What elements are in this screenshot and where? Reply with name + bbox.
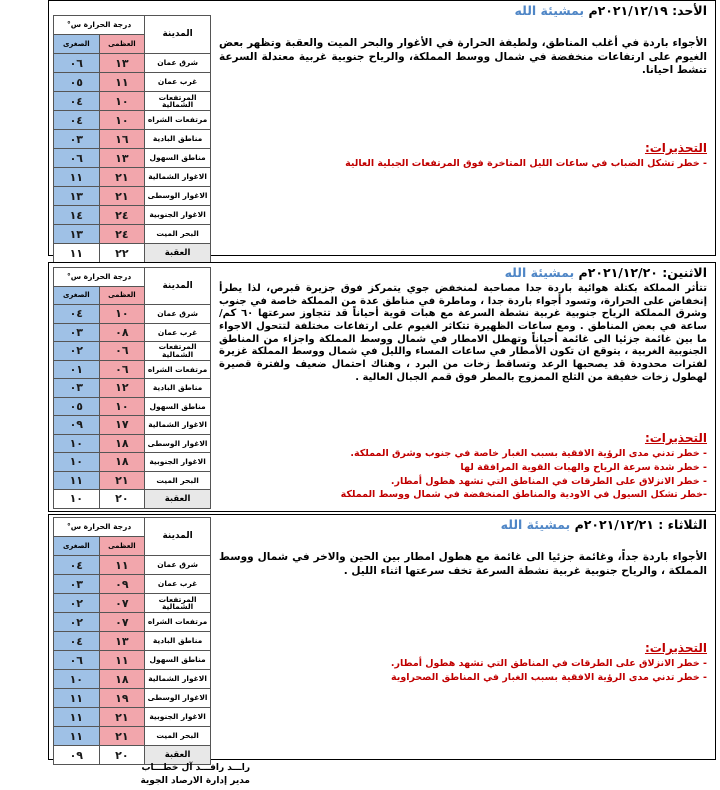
city-name: البحر الميت	[145, 471, 211, 490]
max-temp: ١١	[99, 73, 145, 92]
max-temp: ١٠	[99, 397, 145, 416]
table-row	[54, 651, 211, 670]
forecast-day-monday	[48, 262, 716, 512]
min-temp: ٠٦	[54, 149, 100, 168]
city-name: مناطق البادية	[145, 130, 211, 149]
table-row	[54, 305, 211, 324]
warning-item: - خطر شدة سرعة الرياح والهبات القوية المرافقة لها	[460, 461, 707, 473]
city-name: مناطق البادية	[145, 632, 211, 651]
min-temp: ١٠	[54, 490, 100, 509]
min-temp: ١١	[54, 244, 100, 263]
temperature-table	[53, 267, 211, 509]
max-temp: ١٩	[99, 689, 145, 708]
forecast-text: تتأثر المملكة بكتلة هوائية باردة جدا مصاحبة لمنخفض جوي يتمركز فوق جزيرة قبرص، لذا يطرأ إنخفاض على الحرارة، وتسود أجواء باردة جدا ، وماطرة في مناطق عدة من المملكة خاصة في جنوب وشرق المملكة الرياح جنوبية غربية نشطة السرعة مع هبات قوية أحياناً قد تتجاوز سرعتها ٦٠ كم/ساعة في بعض المناطق . ومع ساعات الظهيرة تتكاثر الغيوم على ارتفاعات مختلفة لتتحول الاجواء ما بين غائمة جزئيا الى غائمة أحياناً وتهطل الامطار في شمال ووسط المملكة واجزاء من المناطق الجنوبية الغربية ، يتوقع ان تكون الأمطار في ساعات المساء والليل في شمال ووسط المملكة غزيرة لفترات محدودة قد يصحبها الرعد وتساقط زخات من البرد ، وهناك احتمال ضعيف ولفترة قصيرة لهطول زخات خفيفة من الثلج الممزوج بالمطر فوق قمم الجبال العالية .	[219, 283, 707, 383]
city-name: شرق عمان	[145, 54, 211, 73]
day-name: الثلاثاء :	[658, 517, 707, 532]
table-row	[54, 244, 211, 263]
header-city: المدينة	[145, 16, 211, 54]
min-temp: ١١	[54, 727, 100, 746]
header-degree: درجة الحرارة س°	[54, 16, 145, 35]
table-header-row	[54, 268, 211, 287]
day-prayer: بمشيئة الله	[500, 517, 571, 532]
min-temp: ٠٣	[54, 379, 100, 398]
max-temp: ٠٧	[99, 613, 145, 632]
day-header	[219, 265, 707, 280]
max-temp: ١٨	[99, 453, 145, 472]
min-temp: ٠٤	[54, 305, 100, 324]
city-name: الاغوار الجنوبية	[145, 708, 211, 727]
table-row	[54, 111, 211, 130]
table-row	[54, 168, 211, 187]
max-temp: ١٨	[99, 434, 145, 453]
max-temp: ٢٢	[99, 244, 145, 263]
city-name: مناطق السهول	[145, 149, 211, 168]
table-row	[54, 575, 211, 594]
min-temp: ٠١	[54, 360, 100, 379]
min-temp: ٠٤	[54, 632, 100, 651]
table-row	[54, 73, 211, 92]
city-name: الاغوار الوسطى	[145, 434, 211, 453]
city-name: مرتفعات الشراه	[145, 613, 211, 632]
max-temp: ٢٠	[99, 746, 145, 765]
table-row	[54, 453, 211, 472]
table-row	[54, 206, 211, 225]
table-row	[54, 187, 211, 206]
max-temp: ١٣	[99, 632, 145, 651]
table-row	[54, 689, 211, 708]
header-degree: درجة الحرارة س°	[54, 518, 145, 537]
table-row	[54, 397, 211, 416]
city-name: غرب عمان	[145, 575, 211, 594]
max-temp: ١٠	[99, 305, 145, 324]
max-temp: ١٢	[99, 379, 145, 398]
max-temp: ٢١	[99, 471, 145, 490]
warning-item: -خطر تشكل السيول في الاودية والمناطق المنخفضة في شمال ووسط المملكة	[340, 489, 707, 501]
max-temp: ٢٠	[99, 490, 145, 509]
min-temp: ١١	[54, 168, 100, 187]
city-name: الاغوار الشمالية	[145, 416, 211, 435]
min-temp: ١٠	[54, 453, 100, 472]
signature-block	[130, 762, 250, 787]
city-name: غرب عمان	[145, 323, 211, 342]
header-max: العظمى	[99, 286, 145, 305]
warnings-title: التحذيرات:	[644, 431, 707, 445]
min-temp: ٠٤	[54, 92, 100, 111]
min-temp: ١١	[54, 471, 100, 490]
city-name: الاغوار الوسطى	[145, 187, 211, 206]
min-temp: ٠٢	[54, 613, 100, 632]
city-name: مناطق السهول	[145, 397, 211, 416]
min-temp: ٠٥	[54, 73, 100, 92]
day-name: الاثنين:	[662, 265, 707, 280]
max-temp: ٢١	[99, 708, 145, 727]
warnings-list	[219, 657, 707, 685]
max-temp: ١٦	[99, 130, 145, 149]
table-header-row	[54, 518, 211, 537]
city-name: المرتفعات الشمالية	[145, 594, 211, 613]
header-max: العظمى	[99, 35, 145, 54]
day-date: ٢٠٢١/١٢/١٩م	[588, 3, 668, 18]
day-header	[219, 3, 707, 18]
max-temp: ١٣	[99, 54, 145, 73]
max-temp: ٠٨	[99, 323, 145, 342]
city-name: غرب عمان	[145, 73, 211, 92]
min-temp: ٠٥	[54, 397, 100, 416]
table-row	[54, 379, 211, 398]
day-prayer: بمشيئة الله	[504, 265, 575, 280]
header-city: المدينة	[145, 268, 211, 305]
table-row	[54, 727, 211, 746]
max-temp: ١١	[99, 556, 145, 575]
min-temp: ٠٤	[54, 111, 100, 130]
min-temp: ١١	[54, 708, 100, 727]
signature-name: راـــد رافـــد آل خطـــاب	[141, 763, 250, 773]
city-name: مناطق السهول	[145, 651, 211, 670]
table-row	[54, 54, 211, 73]
header-min: الصغرى	[54, 537, 100, 556]
max-temp: ١٠	[99, 111, 145, 130]
max-temp: ٠٦	[99, 360, 145, 379]
min-temp: ٠٣	[54, 130, 100, 149]
forecast-day-sunday	[48, 0, 716, 260]
min-temp: ٠٢	[54, 342, 100, 361]
city-name: العقبة	[145, 244, 211, 263]
city-name: الاغوار الجنوبية	[145, 453, 211, 472]
max-temp: ٠٦	[99, 342, 145, 361]
city-name: الاغوار الوسطى	[145, 689, 211, 708]
min-temp: ١٣	[54, 187, 100, 206]
table-header-row	[54, 16, 211, 35]
warning-item: - خطر تدني مدى الرؤية الافقية بسبب الغبار خاصة في جنوب وشرق المملكة.	[350, 448, 707, 459]
min-temp: ٠٩	[54, 416, 100, 435]
header-min: الصغرى	[54, 286, 100, 305]
warnings-list	[219, 157, 707, 171]
warning-item: - خطر تدني مدى الرؤية الافقية بسبب الغبار في المناطق الصحراوية	[390, 671, 707, 683]
temperature-table	[53, 517, 211, 765]
city-name: الاغوار الجنوبية	[145, 206, 211, 225]
city-name: مرتفعات الشراه	[145, 360, 211, 379]
table-row	[54, 670, 211, 689]
max-temp: ٢١	[99, 727, 145, 746]
table-row	[54, 323, 211, 342]
max-temp: ٠٩	[99, 575, 145, 594]
min-temp: ١٠	[54, 434, 100, 453]
table-row	[54, 342, 211, 361]
max-temp: ١٨	[99, 670, 145, 689]
min-temp: ١٤	[54, 206, 100, 225]
table-row	[54, 556, 211, 575]
table-row	[54, 594, 211, 613]
max-temp: ١٣	[99, 149, 145, 168]
table-row	[54, 434, 211, 453]
day-header	[219, 517, 707, 532]
signature-title: مدير إدارة الارصاد الجوية	[140, 775, 250, 786]
warning-item: - خطر الانزلاق على الطرقات في المناطق التي تشهد هطول أمطار.	[390, 475, 707, 487]
header-degree: درجة الحرارة س°	[54, 268, 145, 287]
city-name: الاغوار الشمالية	[145, 670, 211, 689]
max-temp: ١٠	[99, 92, 145, 111]
forecast-day-tuesday	[48, 514, 716, 760]
header-city: المدينة	[145, 518, 211, 556]
table-row	[54, 130, 211, 149]
city-name: المرتفعات الشمالية	[145, 92, 211, 111]
city-name: شرق عمان	[145, 556, 211, 575]
day-date: ٢٠٢١/١٢/٢٠م	[578, 265, 658, 280]
max-temp: ٢١	[99, 187, 145, 206]
warnings-list	[219, 447, 707, 502]
forecast-text: الأجواء باردة جداً، وغائمة جزئيا الى غائمة مع هطول امطار بين الحين والاخر في شمال ووسط المملكة ، والرياح جنوبية غربية نشطة السرعة تخف سرعتها اثناء الليل .	[219, 551, 707, 577]
city-name: العقبة	[145, 490, 211, 509]
city-name: البحر الميت	[145, 727, 211, 746]
table-row	[54, 149, 211, 168]
day-date: ٢٠٢١/١٢/٢١م	[574, 517, 654, 532]
city-name: المرتفعات الشمالية	[145, 342, 211, 361]
max-temp: ١١	[99, 651, 145, 670]
table-row	[54, 632, 211, 651]
min-temp: ٠٢	[54, 594, 100, 613]
warnings-title: التحذيرات:	[644, 141, 707, 155]
max-temp: ٠٧	[99, 594, 145, 613]
min-temp: ١١	[54, 689, 100, 708]
table-row	[54, 471, 211, 490]
city-name: الاغوار الشمالية	[145, 168, 211, 187]
warnings-title: التحذيرات:	[644, 641, 707, 655]
max-temp: ٢٤	[99, 206, 145, 225]
city-name: شرق عمان	[145, 305, 211, 324]
min-temp: ٠٣	[54, 575, 100, 594]
header-min: الصغرى	[54, 35, 100, 54]
table-row	[54, 708, 211, 727]
max-temp: ٢٤	[99, 225, 145, 244]
min-temp: ٠٣	[54, 323, 100, 342]
temperature-table	[53, 15, 211, 263]
warning-item: - خطر الانزلاق على الطرقات في المناطق التي تشهد هطول أمطار.	[390, 658, 707, 669]
min-temp: ٠٦	[54, 651, 100, 670]
min-temp: ١٠	[54, 670, 100, 689]
header-max: العظمى	[99, 537, 145, 556]
day-name: الأحد:	[672, 3, 707, 18]
table-row	[54, 416, 211, 435]
city-name: العقبة	[145, 746, 211, 765]
table-row	[54, 613, 211, 632]
table-row	[54, 490, 211, 509]
min-temp: ٠٤	[54, 556, 100, 575]
day-prayer: بمشيئة الله	[514, 3, 585, 18]
table-row	[54, 360, 211, 379]
city-name: البحر الميت	[145, 225, 211, 244]
min-temp: ٠٩	[54, 746, 100, 765]
city-name: مرتفعات الشراه	[145, 111, 211, 130]
max-temp: ٢١	[99, 168, 145, 187]
min-temp: ١٣	[54, 225, 100, 244]
city-name: مناطق البادية	[145, 379, 211, 398]
forecast-text: الأجواء باردة في أغلب المناطق، ولطيفة الحرارة في الأغوار والبحر الميت والعقبة وتظهر بعض الغيوم على ارتفاعات منخفضة في شمال ووسط المملكة، والرياح جنوبية غربية معتدلة السرعة تنشط احيانا.	[219, 37, 707, 77]
table-row	[54, 225, 211, 244]
min-temp: ٠٦	[54, 54, 100, 73]
max-temp: ١٧	[99, 416, 145, 435]
table-row	[54, 92, 211, 111]
warning-item: - خطر تشكل الضباب في ساعات الليل المتاخرة فوق المرتفعات الجبلية العالية	[345, 158, 707, 169]
